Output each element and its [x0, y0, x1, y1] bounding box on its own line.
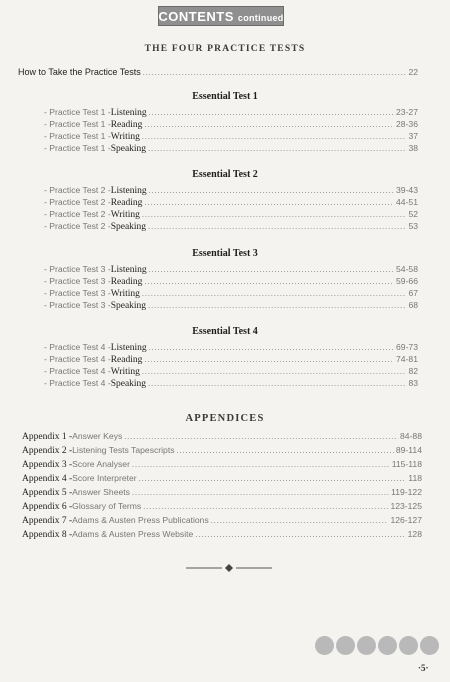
appendix-label: Appendix 4 -	[22, 474, 73, 484]
appendix-row[interactable]	[22, 486, 422, 499]
toc-page: 39-43	[396, 185, 418, 195]
toc-skill: Writing	[110, 132, 140, 142]
toc-page: 69-73	[396, 342, 418, 352]
leader-dots	[177, 445, 394, 457]
contents-banner	[158, 6, 284, 26]
leader-dots	[148, 143, 406, 155]
toc-skill: Listening	[110, 265, 147, 275]
appendix-title: Adams & Austen Press Website	[72, 529, 194, 539]
toc-skill: Listening	[110, 108, 147, 118]
toc-page: 52	[408, 209, 418, 219]
test-heading: Essential Test 3	[192, 248, 258, 259]
toc-page: 28-36	[396, 119, 418, 129]
appendix-row[interactable]	[22, 500, 422, 513]
toc-page: 22	[408, 67, 418, 77]
toc-prefix: - Practice Test 3 -	[44, 276, 111, 286]
toc-prefix: - Practice Test 2 -	[44, 221, 111, 231]
appendix-page: 126-127	[390, 515, 422, 525]
appendix-title: Score Interpreter	[72, 473, 137, 483]
appendix-title: Adams & Austen Press Publications	[72, 515, 209, 525]
circle-icon	[336, 636, 355, 655]
toc-prefix: - Practice Test 4 -	[44, 342, 111, 352]
toc-page: 23-27	[396, 107, 418, 117]
toc-page: 74-81	[396, 354, 418, 364]
circle-icon	[357, 636, 376, 655]
leader-dots	[148, 378, 406, 390]
toc-skill: Writing	[110, 210, 140, 220]
test-heading: Essential Test 2	[192, 169, 258, 180]
toc-page: 53	[408, 221, 418, 231]
toc-prefix: - Practice Test 1 -	[44, 107, 111, 117]
appendix-page: 89-114	[395, 445, 422, 455]
toc-page: 59-66	[396, 276, 418, 286]
test-heading: Essential Test 4	[192, 326, 258, 337]
appendix-row[interactable]	[22, 430, 422, 443]
appendix-label: Appendix 7 -	[22, 516, 73, 526]
toc-prefix: - Practice Test 2 -	[44, 209, 111, 219]
appendix-page: 128	[407, 529, 422, 539]
leader-dots	[132, 487, 389, 499]
page-number: ·5·	[418, 663, 429, 673]
leader-dots	[148, 300, 406, 312]
appendix-title: Glossary of Terms	[72, 501, 142, 511]
toc-page: 37	[408, 131, 418, 141]
appendix-row[interactable]	[22, 472, 422, 485]
appendix-row[interactable]	[22, 458, 422, 471]
toc-skill: Speaking	[110, 379, 147, 389]
leader-dots	[132, 459, 390, 471]
appendix-label: Appendix 6 -	[22, 502, 73, 512]
toc-row-intro[interactable]	[18, 66, 418, 79]
banner-title: CONTENTS	[158, 9, 234, 24]
toc-skill: Writing	[110, 289, 140, 299]
appendix-label: Appendix 2 -	[22, 446, 73, 456]
leader-dots	[211, 515, 389, 527]
toc-skill: Reading	[110, 355, 143, 365]
toc-page: 38	[408, 143, 418, 153]
appendix-title: Answer Keys	[72, 431, 123, 441]
toc-row[interactable]	[44, 142, 418, 155]
toc-page: 83	[408, 378, 418, 388]
toc-skill: Listening	[110, 186, 147, 196]
appendix-row[interactable]	[22, 528, 422, 541]
circle-icon	[315, 636, 334, 655]
toc-intro-label: How to Take the Practice Tests	[18, 67, 141, 77]
appendix-title: Score Analyser	[72, 459, 130, 469]
appendix-page: 115-118	[391, 459, 422, 469]
toc-skill: Reading	[110, 198, 143, 208]
toc-page: 67	[408, 288, 418, 298]
toc-skill: Reading	[110, 277, 143, 287]
decorative-circles	[315, 636, 439, 655]
appendix-row[interactable]	[22, 444, 422, 457]
toc-prefix: - Practice Test 4 -	[44, 366, 111, 376]
leader-dots	[143, 501, 388, 513]
toc-page: 44-51	[396, 197, 418, 207]
divider-ornament	[186, 564, 272, 572]
appendix-page: 119-122	[391, 487, 422, 497]
leader-dots	[148, 221, 406, 233]
appendix-label: Appendix 1 -	[22, 432, 73, 442]
toc-page: 54-58	[396, 264, 418, 274]
appendix-title: Listening Tests Tapescripts	[72, 445, 175, 455]
toc-prefix: - Practice Test 4 -	[44, 354, 111, 364]
toc-prefix: - Practice Test 4 -	[44, 378, 111, 388]
appendices-heading: APPENDICES	[185, 413, 265, 424]
banner-subtitle: continued	[237, 13, 284, 23]
toc-skill: Speaking	[110, 222, 147, 232]
appendix-row[interactable]	[22, 514, 422, 527]
appendix-page: 123-125	[390, 501, 422, 511]
appendix-page: 84-88	[400, 431, 422, 441]
toc-prefix: - Practice Test 1 -	[44, 131, 111, 141]
toc-skill: Writing	[110, 367, 140, 377]
appendix-page: 118	[408, 473, 422, 483]
appendix-title: Answer Sheets	[72, 487, 130, 497]
leader-dots	[124, 431, 398, 443]
toc-prefix: - Practice Test 2 -	[44, 185, 111, 195]
leader-dots	[195, 529, 405, 541]
test-heading: Essential Test 1	[192, 91, 258, 102]
toc-page: 82	[408, 366, 418, 376]
circle-icon	[420, 636, 439, 655]
toc-prefix: - Practice Test 3 -	[44, 300, 111, 310]
toc-skill: Speaking	[110, 301, 147, 311]
toc-prefix: - Practice Test 1 -	[44, 119, 111, 129]
toc-row[interactable]	[44, 220, 418, 233]
toc-skill: Listening	[110, 343, 147, 353]
appendix-label: Appendix 8 -	[22, 530, 73, 540]
toc-prefix: - Practice Test 2 -	[44, 197, 111, 207]
circle-icon	[378, 636, 397, 655]
circle-icon	[399, 636, 418, 655]
toc-prefix: - Practice Test 3 -	[44, 288, 111, 298]
toc-skill: Reading	[110, 120, 143, 130]
toc-prefix: - Practice Test 1 -	[44, 143, 111, 153]
leader-dots	[143, 67, 407, 79]
appendix-label: Appendix 5 -	[22, 488, 73, 498]
toc-prefix: - Practice Test 3 -	[44, 264, 111, 274]
practice-tests-heading: THE FOUR PRACTICE TESTS	[144, 44, 306, 54]
toc-page: 68	[408, 300, 418, 310]
toc-skill: Speaking	[110, 144, 147, 154]
leader-dots	[139, 473, 407, 485]
toc-row[interactable]	[44, 299, 418, 312]
appendix-label: Appendix 3 -	[22, 460, 73, 470]
toc-row[interactable]	[44, 377, 418, 390]
